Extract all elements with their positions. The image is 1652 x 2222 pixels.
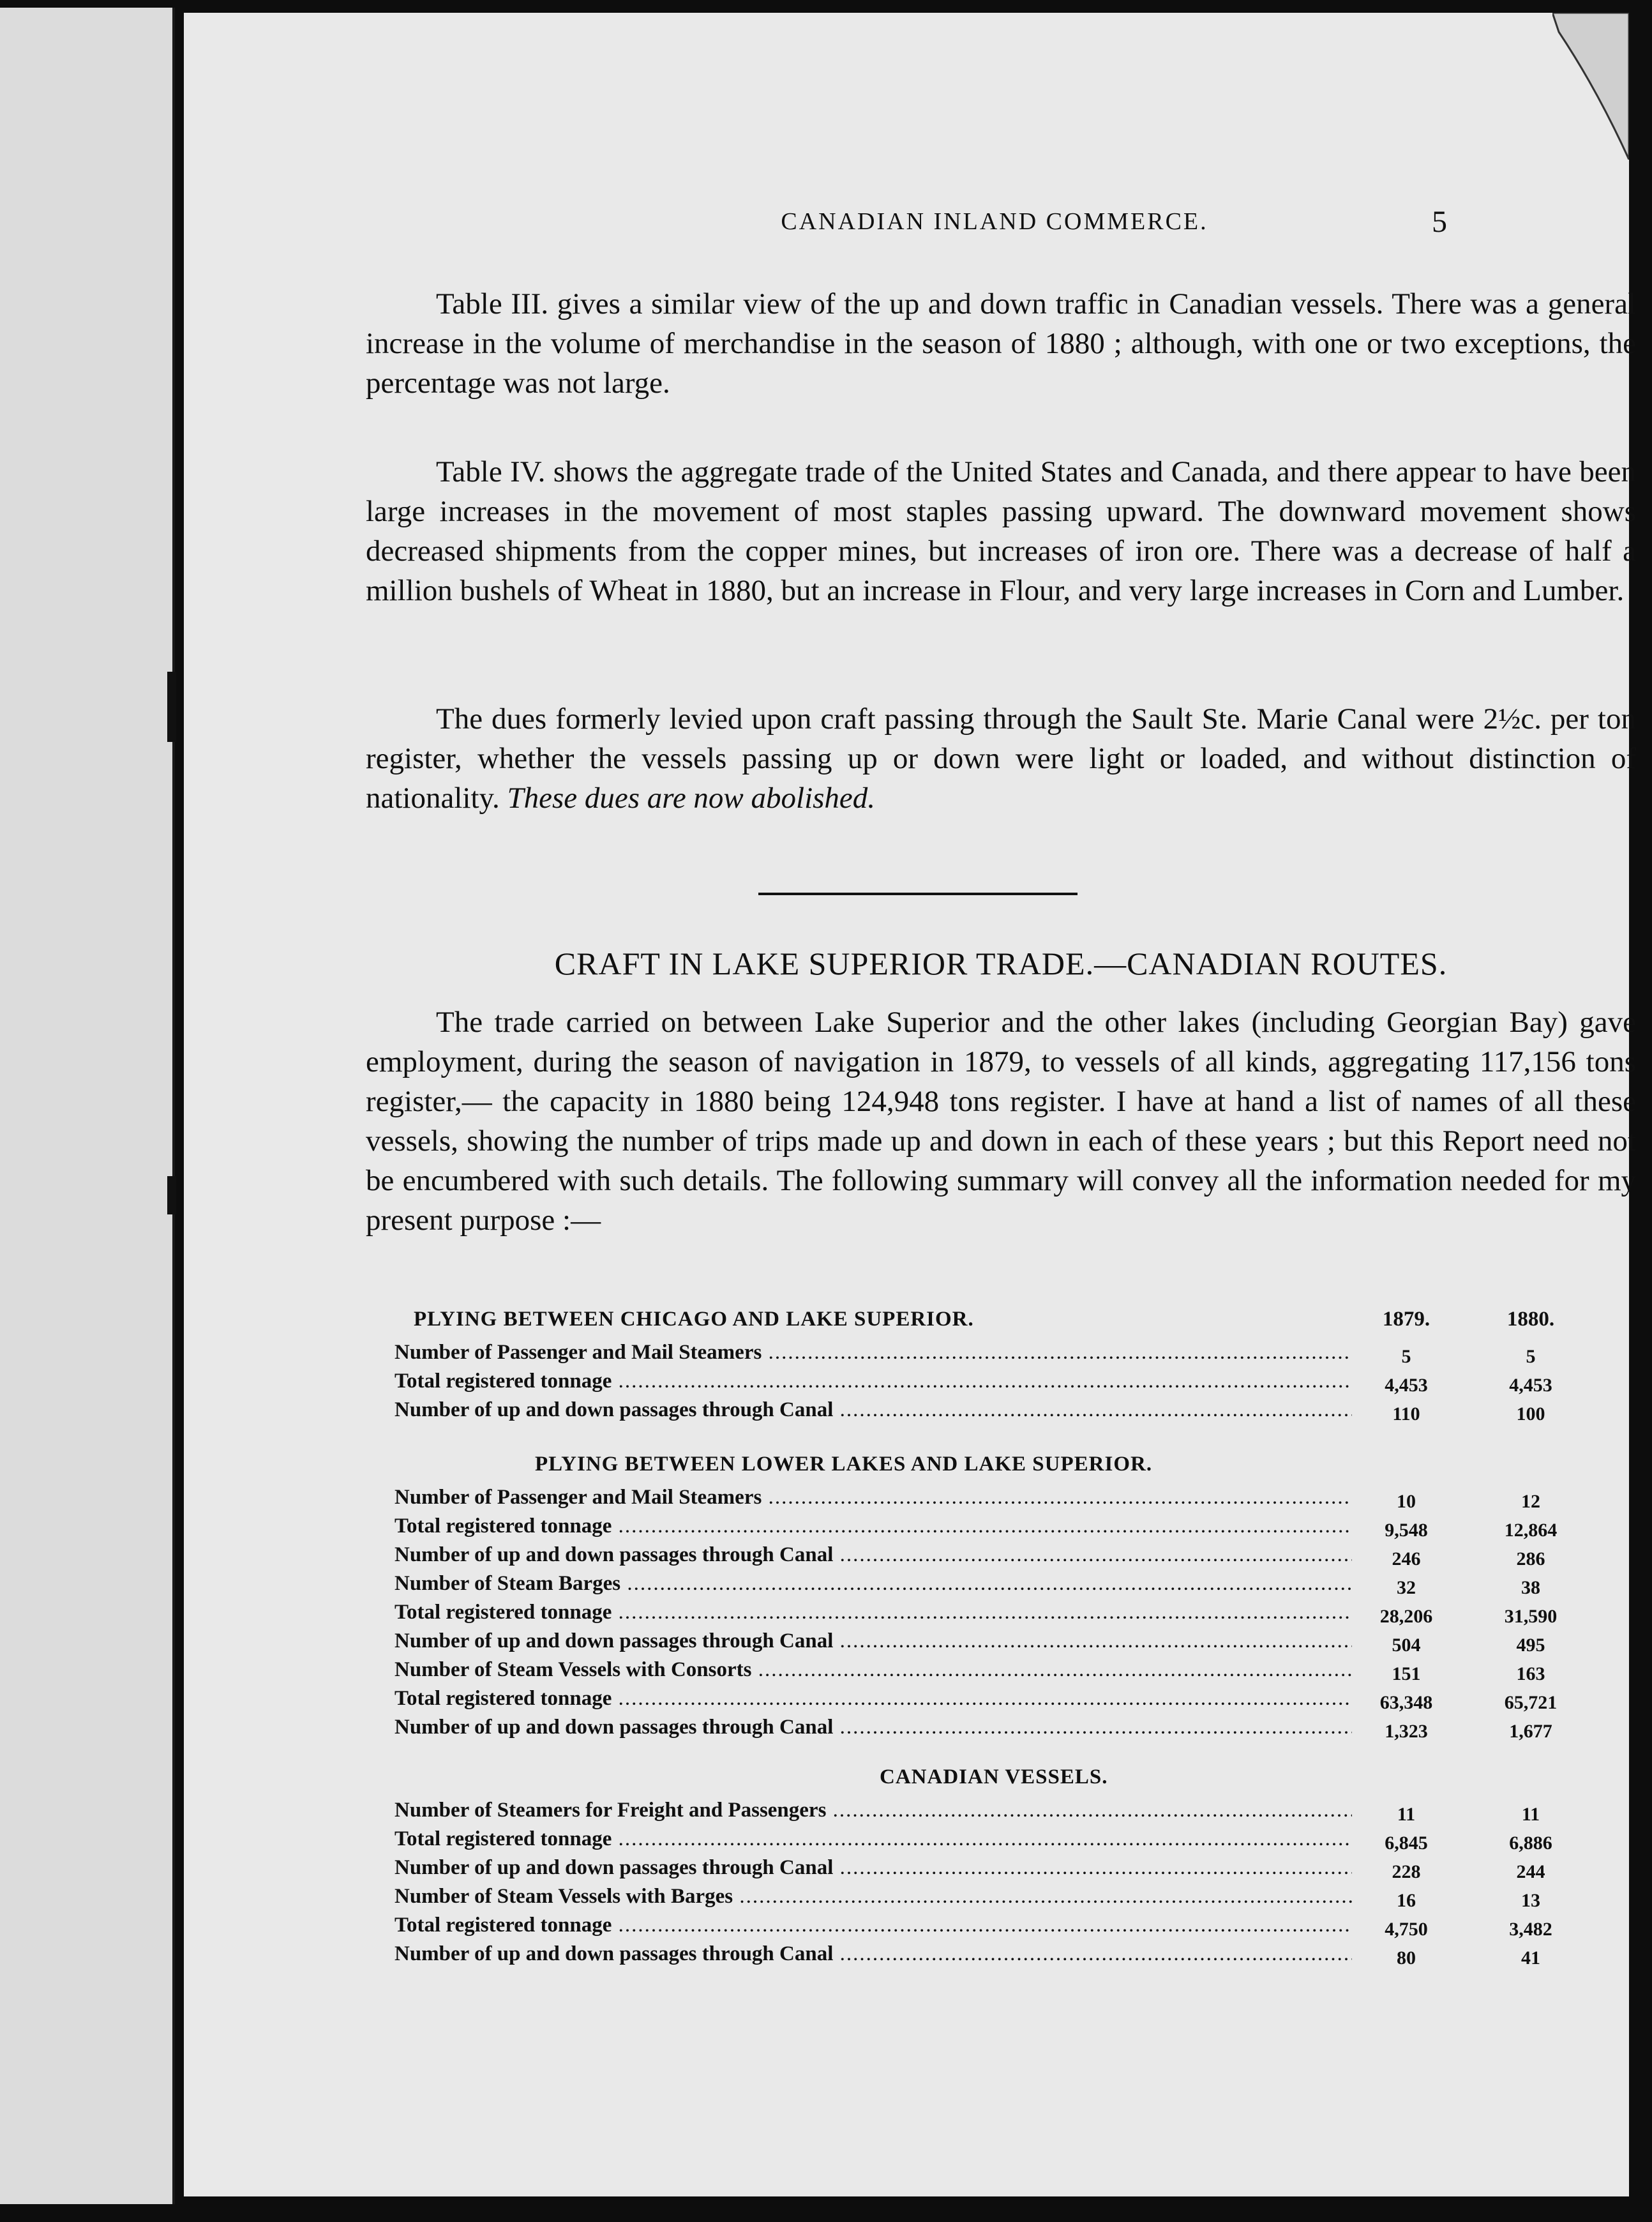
value-1880: 38 xyxy=(1521,1577,1540,1598)
table-caption: CANADIAN VESSELS. xyxy=(880,1765,1108,1788)
value-1880: 163 xyxy=(1516,1663,1545,1684)
table-header xyxy=(394,1308,1607,1341)
value-1880: 495 xyxy=(1516,1635,1545,1656)
row-label: Number of up and down passages through Canal ..... xyxy=(394,1856,1352,1880)
value-1880: 244 xyxy=(1516,1861,1545,1882)
value-1879: 63,348 xyxy=(1379,1692,1433,1713)
value-1879: 80 xyxy=(1397,1947,1416,1969)
binding-mark xyxy=(167,672,176,742)
binding-mark xyxy=(167,1176,176,1214)
table-row xyxy=(394,1601,1607,1629)
value-1879: 10 xyxy=(1397,1491,1416,1512)
value-1879: 4,453 xyxy=(1385,1375,1428,1396)
value-1880: 100 xyxy=(1516,1403,1545,1425)
table-row xyxy=(394,1827,1607,1856)
value-1880: 12 xyxy=(1521,1491,1540,1512)
table-caption: PLYING BETWEEN LOWER LAKES AND LAKE SUPERIOR. xyxy=(535,1453,1153,1476)
book-page xyxy=(184,13,1636,2196)
page-corner-curl xyxy=(1552,13,1629,160)
row-label: Total registered tonnage ..... xyxy=(394,1827,1352,1851)
value-1880: 12,864 xyxy=(1504,1520,1558,1541)
table-canadian-vessels xyxy=(394,1765,1607,1971)
row-label: Number of up and down passages through Canal ..... xyxy=(394,1716,1352,1739)
table-header xyxy=(394,1765,1607,1799)
row-label: Total registered tonnage ..... xyxy=(394,1914,1352,1937)
paragraph-text: Table III. gives a similar view of the up and down traffic in Canadian vessels. There was a general increase in the volume of merchandise in the season of 1880 ; although, with one or two exceptions, the percentage was not large. xyxy=(366,287,1636,400)
row-label: Number of up and down passages through Canal ..... xyxy=(394,1942,1352,1966)
section-title: CRAFT IN LAKE SUPERIOR TRADE.—CANADIAN ROUTES. xyxy=(554,946,1448,981)
value-1879: 16 xyxy=(1397,1890,1416,1911)
paragraph-trade-summary xyxy=(366,1002,1636,1240)
row-label: Number of Steam Vessels with Consorts ..... xyxy=(394,1658,1352,1682)
value-1879: 1,323 xyxy=(1385,1721,1428,1742)
table-row xyxy=(394,1543,1607,1572)
value-1880: 5 xyxy=(1526,1346,1536,1367)
value-1879: 5 xyxy=(1401,1346,1411,1367)
row-label: Number of Steam Vessels with Barges ..... xyxy=(394,1885,1352,1908)
value-1880: 3,482 xyxy=(1509,1919,1552,1940)
row-label: Total registered tonnage ..... xyxy=(394,1601,1352,1624)
value-1880: 6,886 xyxy=(1509,1833,1552,1854)
table-row xyxy=(394,1572,1607,1601)
paragraph-text: The trade carried on between Lake Superior and the other lakes (including Georgian Bay) gave employment, during the season of navigation in 1879, to vessels of all kinds, aggregating 117,156 tons register,— the capacity in 1880 being 124,948 tons register. I have at hand a list of names of all these vessels, showing the number of trips made up and down in each of these years ; but this Report need not be encumbered with such details. The following summary will convey all the information needed for my present purpose :— xyxy=(366,1006,1636,1237)
table-row xyxy=(394,1629,1607,1658)
value-1880: 13 xyxy=(1521,1890,1540,1911)
year-1879-header: 1879. xyxy=(1382,1308,1430,1331)
table-row xyxy=(394,1914,1607,1942)
value-1880: 41 xyxy=(1521,1947,1540,1969)
row-label: Number of up and down passages through Canal ..... xyxy=(394,1629,1352,1653)
row-label: Total registered tonnage ..... xyxy=(394,1515,1352,1538)
paragraph-text: Table IV. shows the aggregate trade of the United States and Canada, and there appear to have been large increases in the movement of most staples passing upward. The downward movement shows decreased shipments from the copper mines, but increases of iron ore. There was a decrease of half a million bushels of Wheat in 1880, but an increase in Flour, and very large increases in Corn and Lumber. xyxy=(366,455,1636,607)
value-1879: 9,548 xyxy=(1385,1520,1428,1541)
value-1880: 65,721 xyxy=(1504,1692,1558,1713)
row-label: Number of Steamers for Freight and Passengers ..... xyxy=(394,1799,1352,1822)
paragraph-text: The dues formerly levied upon craft passing through the Sault Ste. Marie Canal were 2½c. per ton register, whether the vessels passing up or down were light or loaded, and without distinction of nationality. xyxy=(366,702,1636,815)
value-1879: 4,750 xyxy=(1385,1919,1428,1940)
table-row xyxy=(394,1856,1607,1885)
row-label: Number of Steam Barges ..... xyxy=(394,1572,1352,1596)
value-1879: 32 xyxy=(1397,1577,1416,1598)
page-number: 5 xyxy=(1432,205,1447,239)
value-1880: 286 xyxy=(1516,1548,1545,1569)
table-row xyxy=(394,1486,1607,1515)
value-1879: 28,206 xyxy=(1379,1606,1433,1627)
value-1879: 11 xyxy=(1397,1804,1416,1825)
year-1880-header: 1880. xyxy=(1506,1308,1555,1331)
table-row xyxy=(394,1370,1607,1398)
table-row xyxy=(394,1885,1607,1914)
paragraph-table-iv xyxy=(366,452,1636,610)
table-row xyxy=(394,1687,1607,1716)
row-label: Number of up and down passages through Canal ..... xyxy=(394,1398,1352,1422)
table-row xyxy=(394,1799,1607,1827)
value-1880: 11 xyxy=(1521,1804,1540,1825)
row-label: Total registered tonnage ..... xyxy=(394,1687,1352,1711)
table-row xyxy=(394,1658,1607,1687)
table-lower-lakes-lake-superior xyxy=(394,1453,1607,1744)
table-header xyxy=(394,1453,1607,1486)
value-1879: 504 xyxy=(1392,1635,1421,1656)
paragraph-canal-dues xyxy=(366,699,1636,818)
table-row xyxy=(394,1398,1607,1427)
table-row xyxy=(394,1341,1607,1370)
value-1879: 228 xyxy=(1392,1861,1421,1882)
value-1880: 4,453 xyxy=(1509,1375,1552,1396)
row-label: Number of Passenger and Mail Steamers ..... xyxy=(394,1486,1352,1509)
row-label: Number of up and down passages through Canal ..... xyxy=(394,1543,1352,1567)
row-label: Number of Passenger and Mail Steamers ..... xyxy=(394,1341,1352,1364)
paragraph-table-iii xyxy=(366,284,1636,403)
value-1879: 6,845 xyxy=(1385,1833,1428,1854)
running-head: CANADIAN INLAND COMMERCE. xyxy=(781,208,1208,235)
value-1880: 1,677 xyxy=(1509,1721,1552,1742)
table-caption: PLYING BETWEEN CHICAGO AND LAKE SUPERIOR. xyxy=(414,1308,974,1331)
section-divider xyxy=(758,893,1078,895)
table-row xyxy=(394,1515,1607,1543)
table-chicago-lake-superior xyxy=(394,1308,1607,1427)
value-1879: 151 xyxy=(1392,1663,1421,1684)
table-row xyxy=(394,1942,1607,1971)
value-1879: 110 xyxy=(1392,1403,1420,1425)
table-row xyxy=(394,1716,1607,1744)
facing-page-edge xyxy=(0,8,175,2204)
value-1880: 31,590 xyxy=(1504,1606,1558,1627)
row-label: Total registered tonnage ..... xyxy=(394,1370,1352,1393)
italic-note: These dues are now abolished. xyxy=(507,782,876,815)
value-1879: 246 xyxy=(1392,1548,1421,1569)
